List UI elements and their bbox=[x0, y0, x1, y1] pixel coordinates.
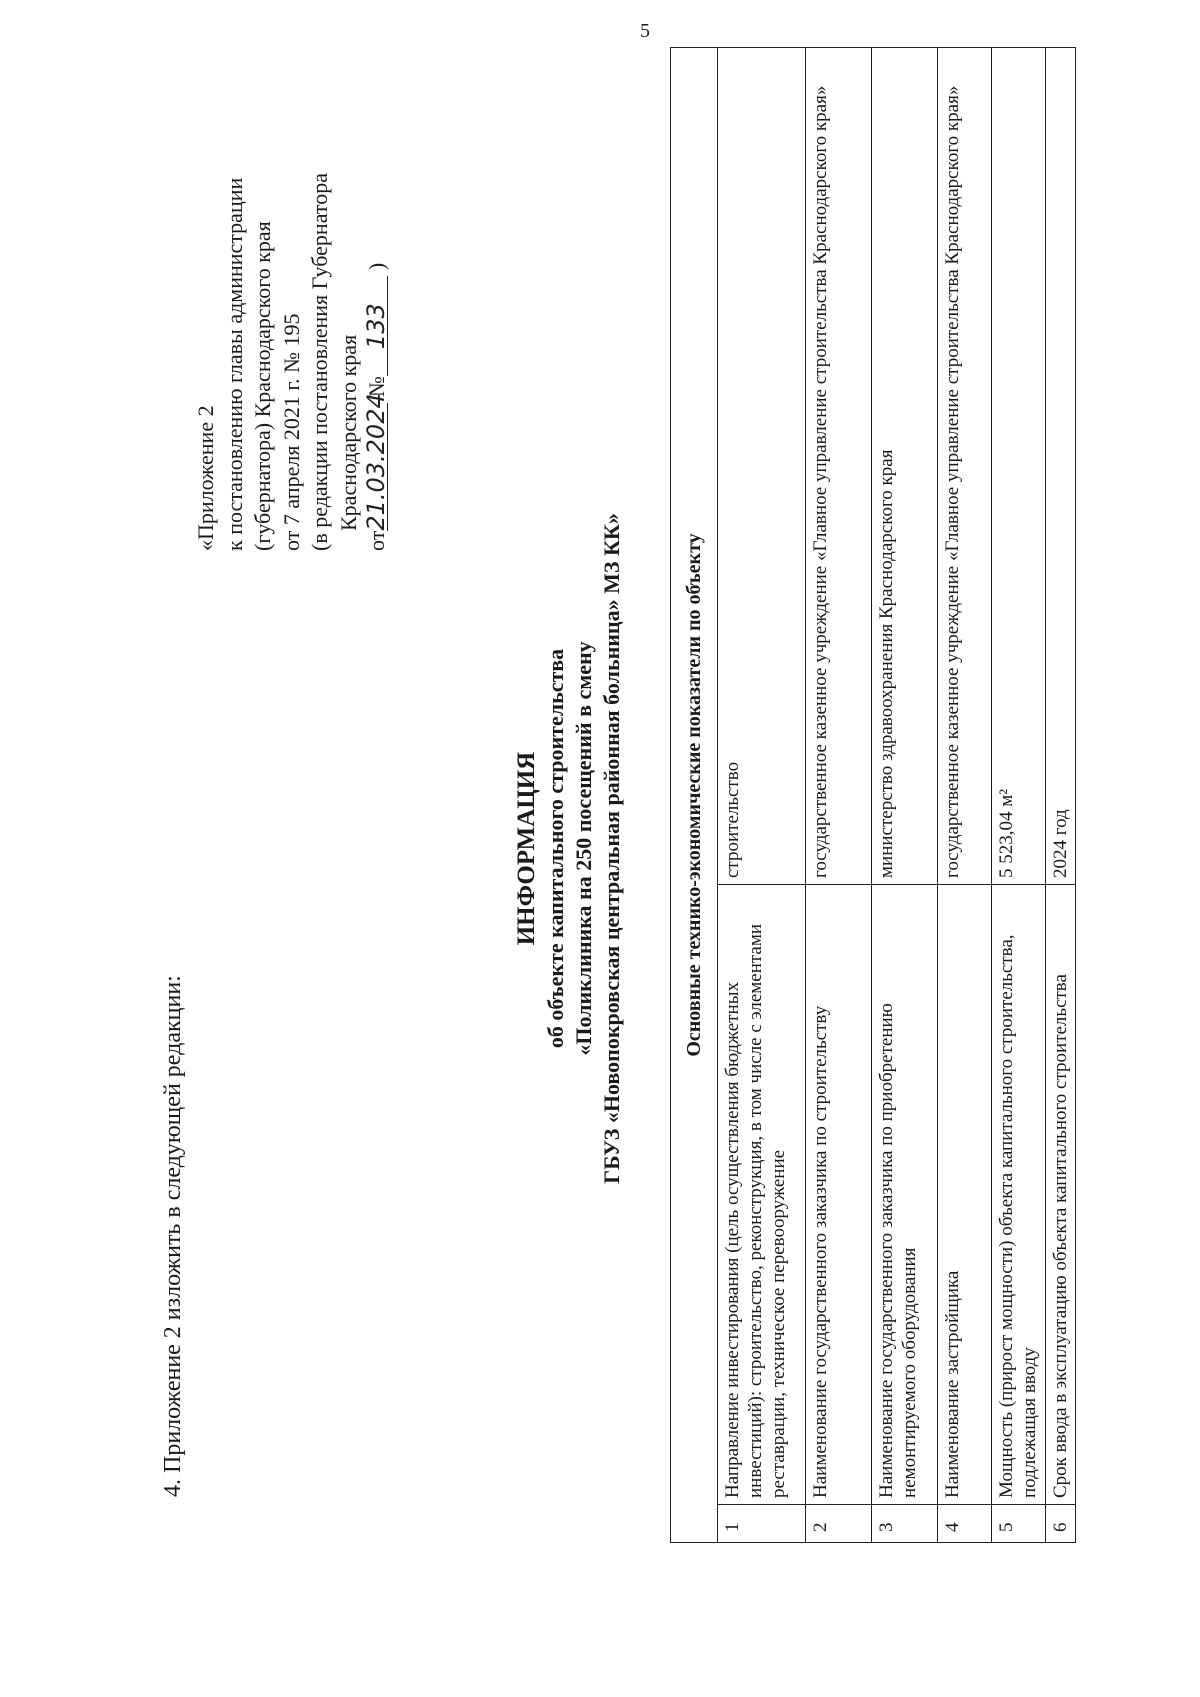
page-number: 5 bbox=[640, 20, 650, 42]
row-label: Направление инвестирования (цель осуществления бюджетных инвестиций): строительство, реконструкция, в том числе с элементами реставрации, техническое перевооружение bbox=[718, 885, 806, 1505]
row-label: Срок ввода в эксплуатацию объекта капитального строительства bbox=[1046, 885, 1076, 1505]
title-heading: ИНФОРМАЦИЯ bbox=[513, 751, 540, 946]
table-row bbox=[1046, 48, 1076, 1543]
document-title bbox=[512, 0, 626, 1697]
row-label: Наименование государственного заказчика по приобретению немонтируемого оборудования bbox=[872, 885, 938, 1505]
row-number: 3 bbox=[872, 1505, 938, 1543]
row-value: строительство bbox=[718, 48, 806, 885]
table-row bbox=[992, 48, 1046, 1543]
row-number: 2 bbox=[806, 1505, 872, 1543]
appendix-line: «Приложение 2 bbox=[193, 405, 218, 551]
appendix-block bbox=[192, 173, 392, 551]
intro-paragraph: 4. Приложение 2 изложить в следующей редакции: bbox=[160, 975, 186, 1497]
row-value: 5 523,04 м² bbox=[992, 48, 1046, 885]
indicators-table bbox=[670, 47, 1076, 1543]
row-value: государственное казенное учреждение «Главное управление строительства Краснодарского края» bbox=[938, 48, 992, 885]
table-row bbox=[938, 48, 992, 1543]
row-label: Мощность (прирост мощности) объекта капитального строительства, подлежащая вводу bbox=[992, 885, 1046, 1505]
row-number: 6 bbox=[1046, 1505, 1076, 1543]
row-label: Наименование государственного заказчика по строительству bbox=[806, 885, 872, 1505]
row-number: 5 bbox=[992, 1505, 1046, 1543]
row-number: 4 bbox=[938, 1505, 992, 1543]
appendix-line: к постановлению главы администрации bbox=[221, 177, 247, 551]
table-header: Основные технико-экономические показатели по объекту bbox=[671, 48, 718, 1543]
row-value: 2024 год bbox=[1046, 48, 1076, 885]
table-row bbox=[718, 48, 806, 1543]
appendix-line: от 7 апреля 2021 г. № 195 bbox=[278, 313, 304, 551]
row-value: министерство здравоохранения Краснодарского края bbox=[872, 48, 938, 885]
from-prefix: от bbox=[364, 530, 389, 551]
table-header-row bbox=[671, 48, 718, 1543]
row-number: 1 bbox=[718, 1505, 806, 1543]
closing-paren: ) bbox=[364, 262, 389, 271]
appendix-line: Краснодарского края bbox=[335, 334, 361, 531]
row-label: Наименование застройщика bbox=[938, 885, 992, 1505]
title-line: ГБУЗ «Новопокровская центральная районная больница» МЗ КК» bbox=[599, 513, 624, 1184]
handwritten-date: 21.03.2024 bbox=[362, 393, 390, 531]
handwritten-number: 133 bbox=[365, 276, 388, 376]
appendix-line: (губернатора) Краснодарского края bbox=[250, 221, 275, 551]
table-row bbox=[872, 48, 938, 1543]
number-sign: № bbox=[364, 376, 389, 398]
title-line: об объекте капитального строительства bbox=[543, 648, 568, 1049]
title-line: «Поликлиника на 250 посещений в смену bbox=[571, 641, 596, 1056]
appendix-line: (в редакции постановления Губернатора bbox=[307, 173, 332, 551]
table-row bbox=[806, 48, 872, 1543]
appendix-date-line bbox=[363, 173, 392, 551]
row-value: государственное казенное учреждение «Главное управление строительства Краснодарского края» bbox=[806, 48, 872, 885]
